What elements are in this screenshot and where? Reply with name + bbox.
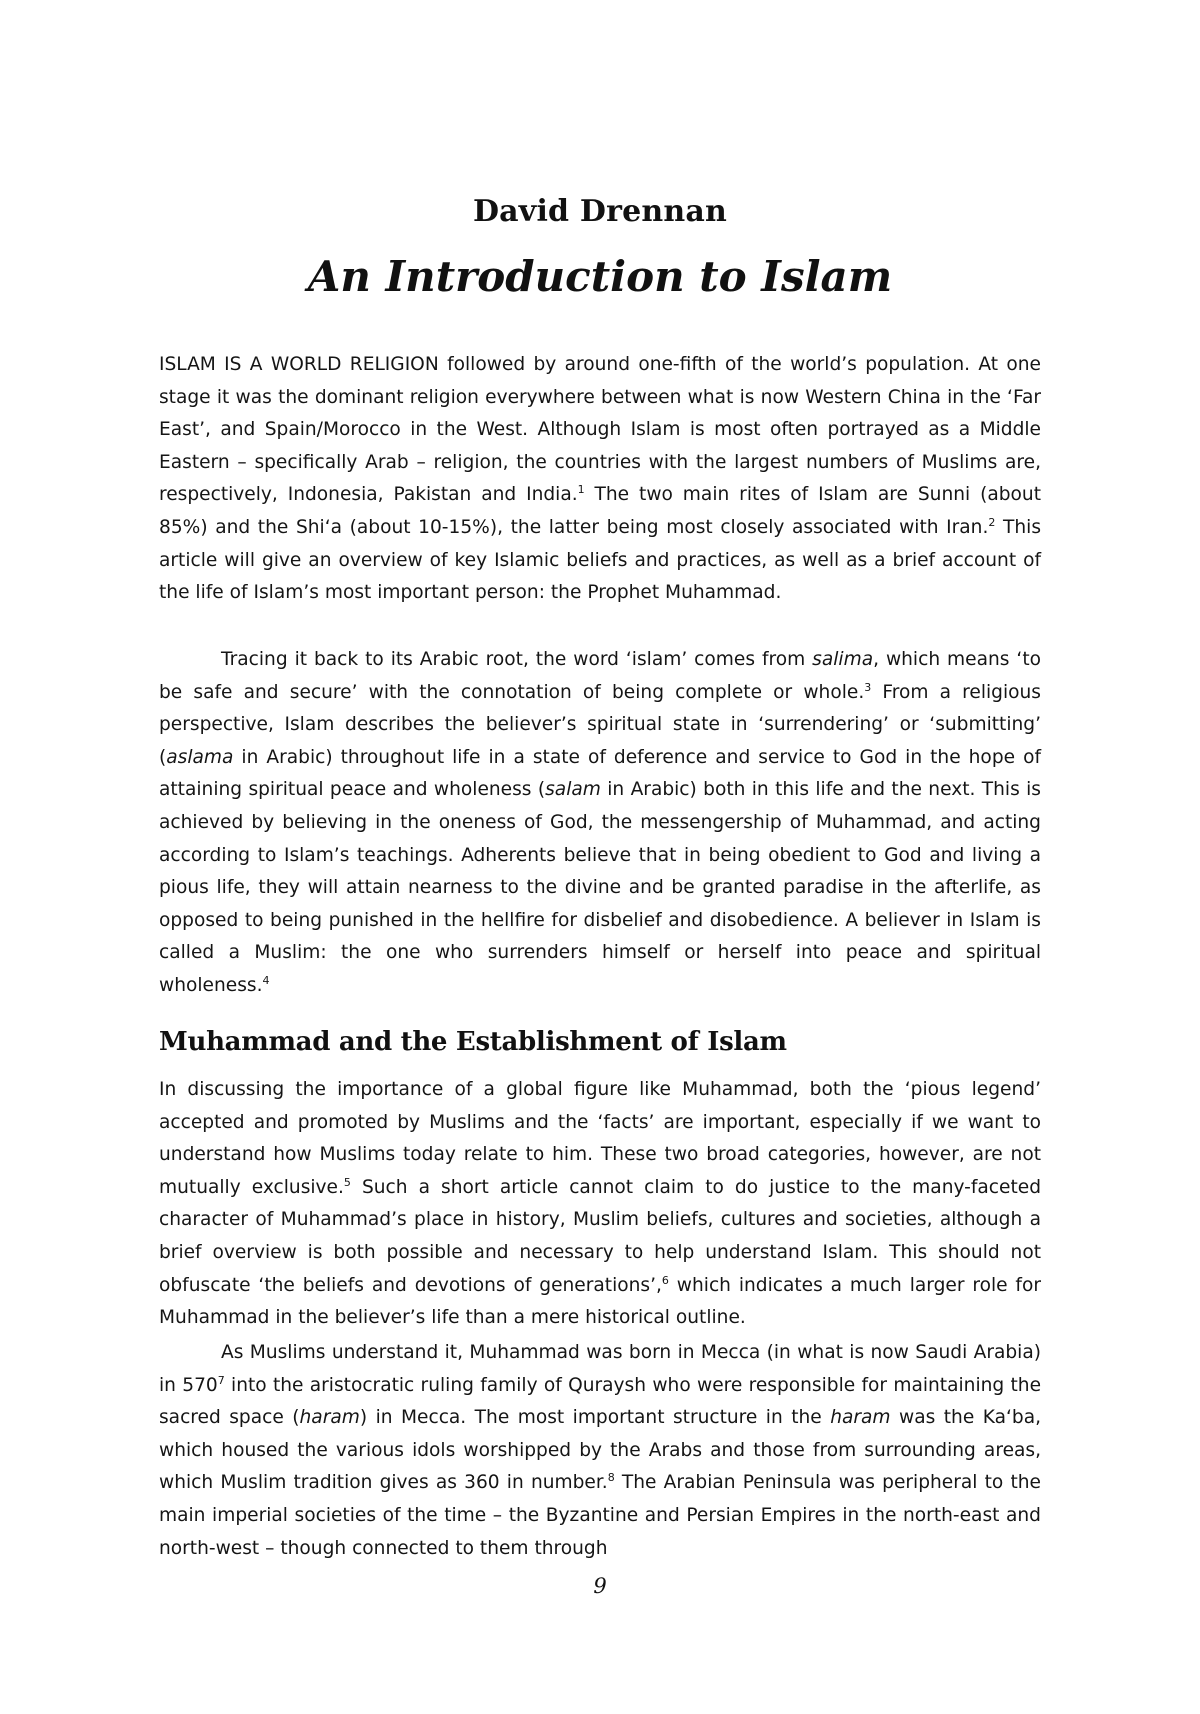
arabic-term: salima bbox=[812, 649, 874, 670]
footnote-ref: 6 bbox=[661, 1273, 669, 1287]
paragraph-text: ) in Mecca. The most important structure in the bbox=[359, 1407, 831, 1429]
paragraph-text: From a religious perspective, Islam describes the believer’s spiritual state in ‘surrendering’ or ‘submitting’ ( bbox=[159, 681, 1041, 768]
paragraph-text: was the Ka‘ba, which housed the various idols worshipped by the Arabs and those from surrounding areas, which Muslim tradition gives as 360 in number. bbox=[159, 1407, 1042, 1494]
page-number: 9 bbox=[593, 1574, 607, 1598]
paragraph-text: As Muslims understand it, Muhammad was born in Mecca (in what is now Saudi Arabia) in 570 bbox=[159, 1342, 1041, 1396]
paragraph-text: Such a short article cannot claim to do justice to the many-faceted character of Muhammad’s place in history, Muslim beliefs, cultures and societies, although a brief overview is both possible and necessary to help understand Islam. This should not obfuscate ‘the beliefs and devotions of generations’, bbox=[159, 1176, 1041, 1296]
arabic-term: salam bbox=[545, 779, 601, 801]
footnote-ref: 2 bbox=[988, 515, 996, 529]
arabic-term: haram bbox=[830, 1407, 891, 1429]
footnote-ref: 1 bbox=[577, 483, 585, 497]
paragraph-text: into the aristocratic ruling family of Quraysh who were responsible for maintaining the sacred space ( bbox=[159, 1374, 1042, 1429]
paragraph-text: in Arabic) throughout life in a state of deference and service to God in the hope of attaining spiritual peace and wholeness ( bbox=[159, 746, 1041, 801]
arabic-term: haram bbox=[299, 1407, 360, 1429]
footnote-ref: 7 bbox=[217, 1373, 225, 1387]
paragraph-text: in Arabic) both in this life and the next. This is achieved by believing in the oneness of God, the messengership of Muhammad, and acting according to Islam’s teachings. Adherents believe that in being obedient to God and living a pious life, they will attain nearness to the divine and be granted paradise in the afterlife, as opposed to being punished in the hellfire for disbelief and disobedience. A believer in Islam is called a Muslim: the one who surrenders himself or herself into peace and spiritual wholeness. bbox=[159, 779, 1041, 996]
paragraph-muhammad-importance bbox=[159, 1074, 1041, 1335]
paragraph-muhammad-birth bbox=[159, 1337, 1041, 1565]
paragraph-text: In discussing the importance of a global figure like Muhammad, both the ‘pious legend’ accepted and promoted by Muslims and the ‘facts’ are important, especially if we want to understand how Muslims today relate to him. These two broad categories, however, are not mutually exclusive. bbox=[159, 1079, 1041, 1198]
footnote-ref: 8 bbox=[607, 1471, 615, 1485]
paragraph-lead: ISLAM IS A WORLD RELIGION bbox=[159, 354, 439, 375]
paragraph-text: which indicates a much larger role for Muhammad in the believer’s life than a mere historical outline. bbox=[159, 1274, 1041, 1329]
author-name: David Drennan bbox=[472, 194, 728, 229]
paragraph-text: The Arabian Peninsula was peripheral to the main imperial societies of the time – the Byzantine and Persian Empires in the north-east and north-west – though connected to them through bbox=[159, 1472, 1041, 1559]
paragraph-intro bbox=[159, 349, 1041, 610]
footnote-ref: 4 bbox=[262, 973, 270, 987]
paragraph-text: Tracing it back to its Arabic root, the word ‘islam’ comes from bbox=[221, 649, 813, 670]
footnote-ref: 3 bbox=[864, 680, 872, 694]
paragraph-text: followed by around one-fifth of the world’s population. At one stage it was the dominant religion everywhere between what is now Western China in the ‘Far East’, and Spain/Morocco in the West. Although Islam is most often portrayed as a Middle Eastern – specifically Arab – religion, the countries with the largest numbers of Muslims are, respectively, Indonesia, Pakistan and India. bbox=[159, 354, 1041, 506]
paragraph-text: , which means ‘to be safe and secure’ with the connotation of being complete or whole. bbox=[159, 649, 1041, 703]
paragraph-etymology bbox=[159, 644, 1041, 1003]
article-title: An Introduction to Islam bbox=[307, 252, 893, 301]
paragraph-text: This article will give an overview of key Islamic beliefs and practices, as well as a brief account of the life of Islam’s most important person: the Prophet Muhammad. bbox=[159, 516, 1042, 604]
footnote-ref: 5 bbox=[343, 1175, 351, 1189]
paragraph-text: The two main rites of Islam are Sunni (about 85%) and the Shi‘a (about 10-15%), the latter being most closely associated with Iran. bbox=[159, 484, 1041, 538]
arabic-term: aslama bbox=[166, 746, 234, 768]
section-heading: Muhammad and the Establishment of Islam bbox=[159, 1027, 787, 1057]
